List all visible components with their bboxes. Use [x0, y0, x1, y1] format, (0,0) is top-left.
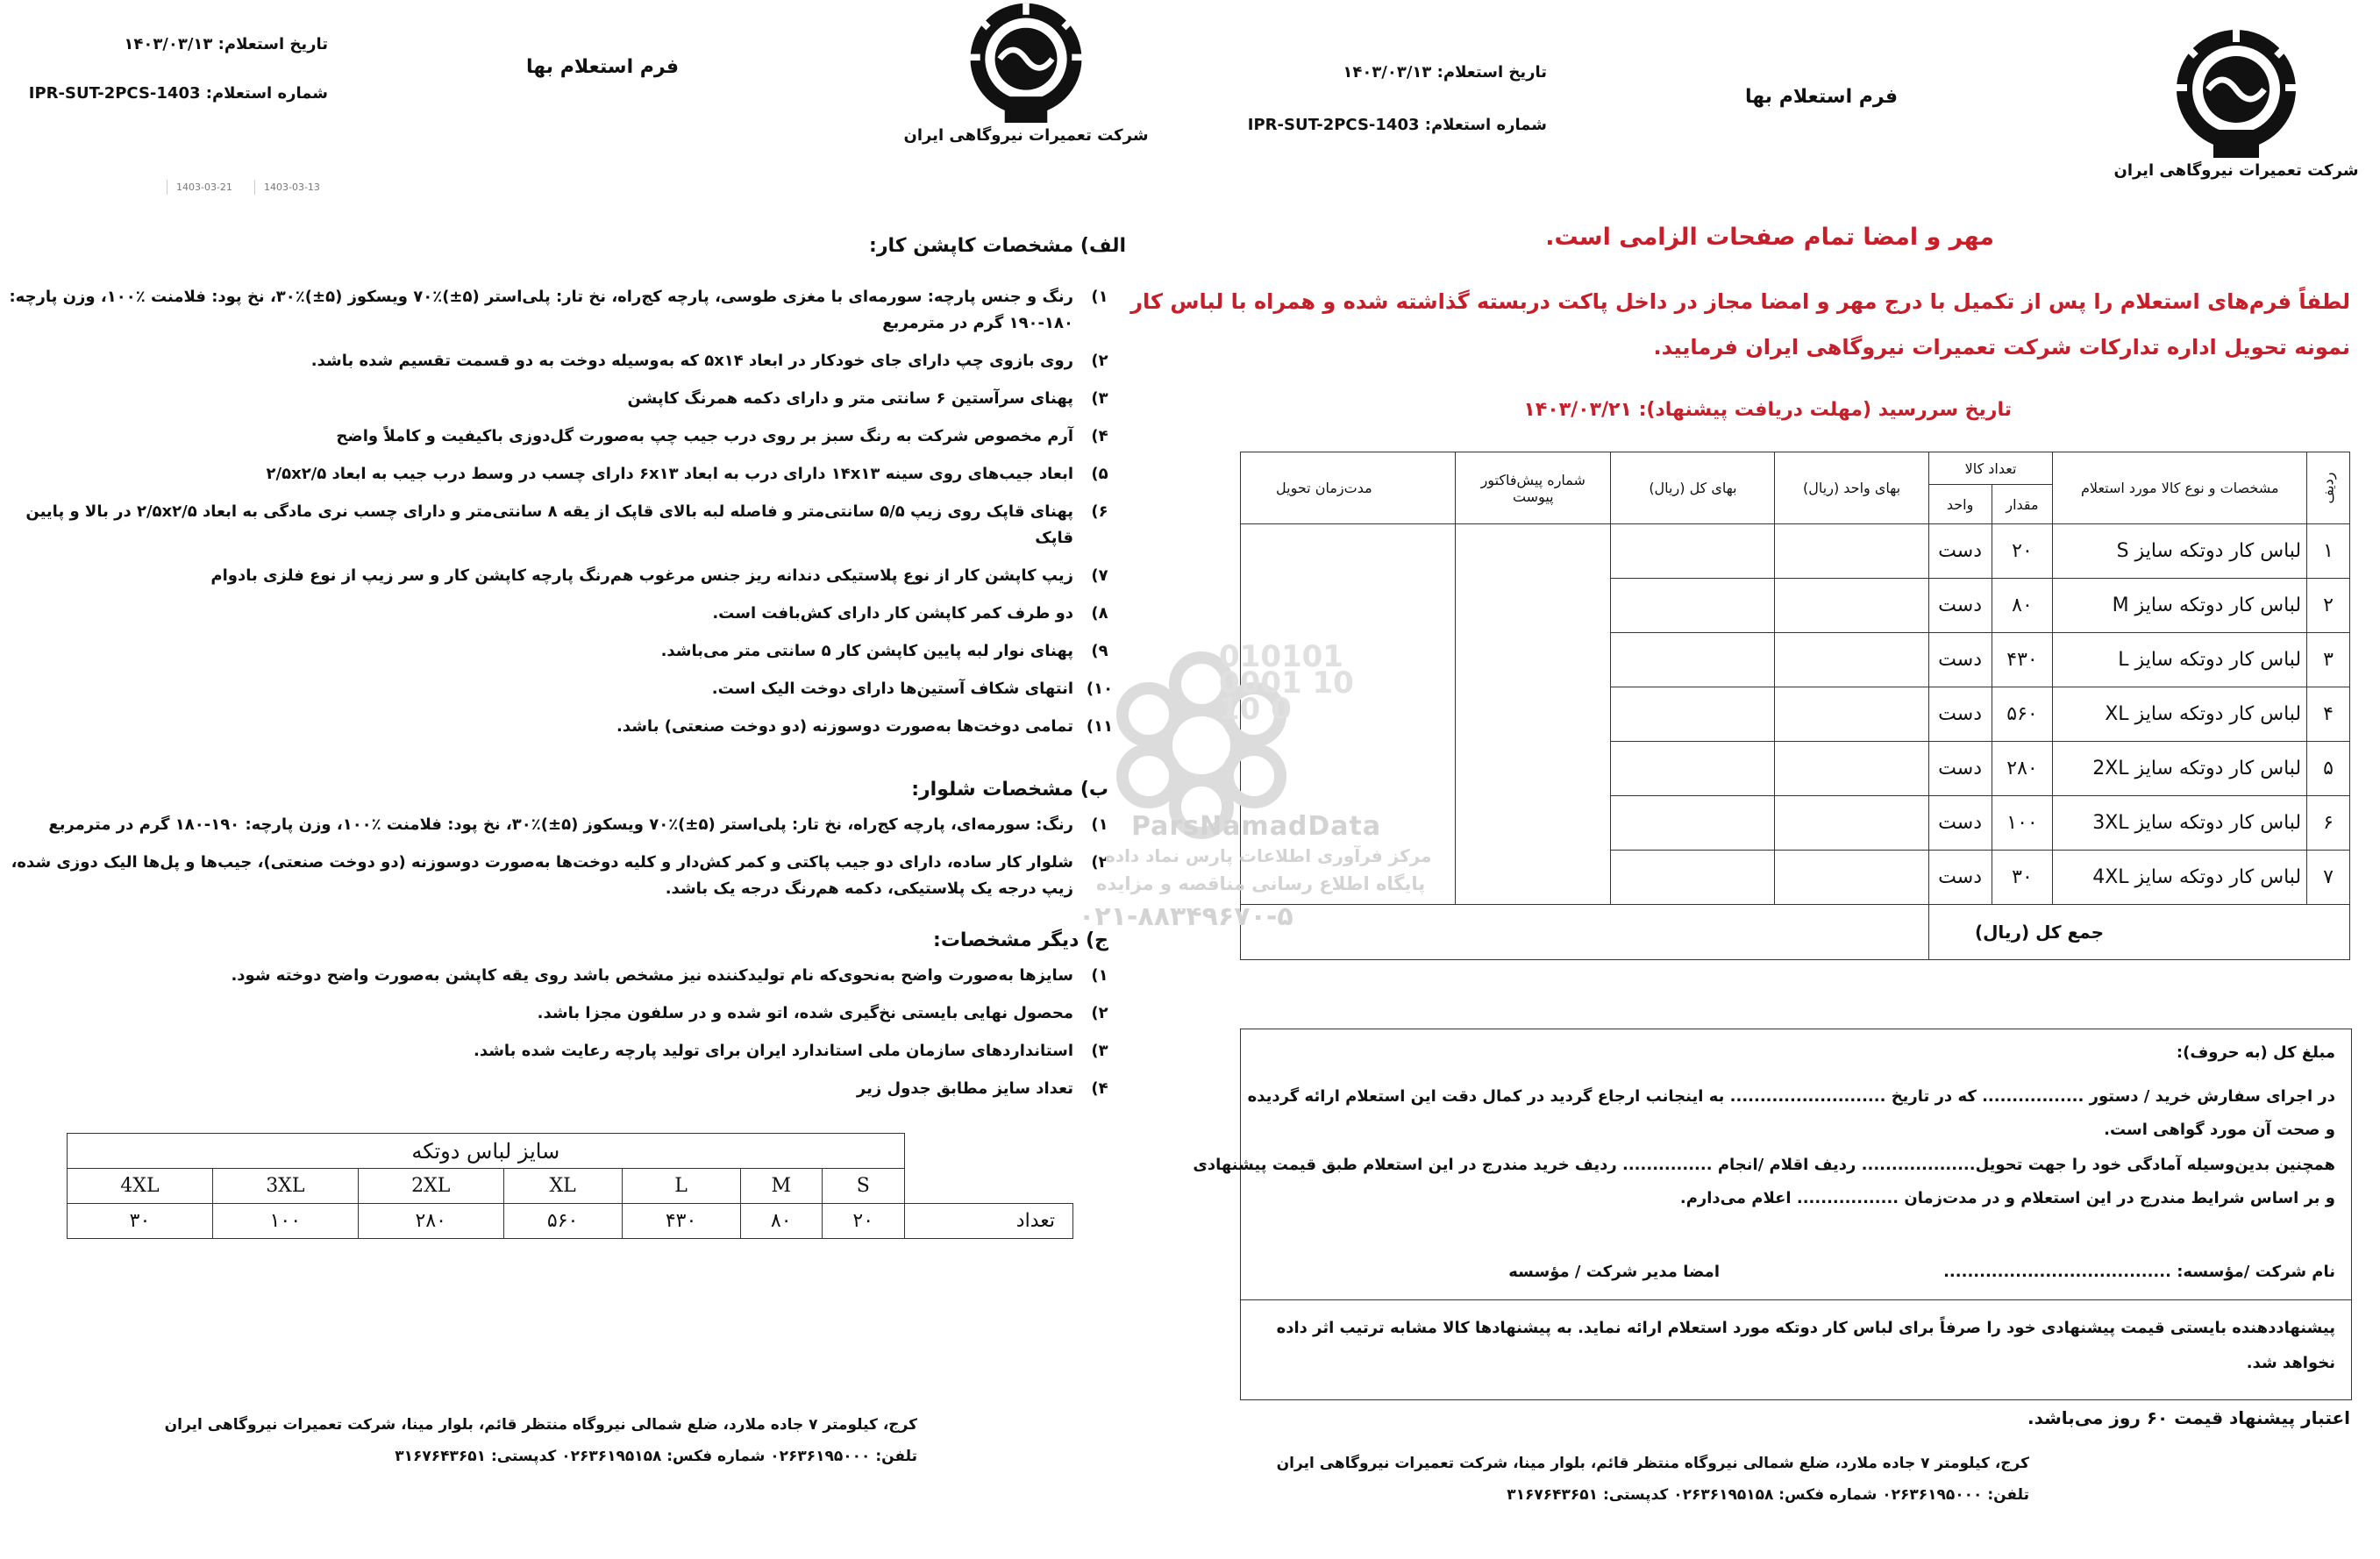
bidder-note-1: پیشنهاددهنده بایستی قیمت پیشنهادی خود را صرفاً برای لباس کار دوتکه مورد استعلام ارائه نماید. به پیشنهادها کالا مشابه ترتیب اثر داده: [1276, 1319, 2335, 1337]
item-description: لباس کار دوتکه سایز XL: [2053, 687, 2307, 742]
spec-item-text: سایزها به‌صورت واضح به‌نحوی‌که نام تولیدکننده نیز مشخص باشد روی یقه کاپشن به‌صورت واضح دوخته شود.: [231, 966, 1073, 985]
size-count: ۴۳۰: [622, 1204, 740, 1239]
inquiry-number: شماره استعلام: IPR-SUT-2PCS-1403: [28, 84, 328, 103]
spec-item-text: تمامی دوخت‌ها به‌صورت دوسوزنه (دو دوخت صنعتی) باشد.: [616, 717, 1073, 736]
submission-instruction-2: نمونه تحویل اداره تدارکات شرکت تعمیرات نیروگاهی ایران فرمایید.: [1653, 335, 2350, 359]
spec-item: [8, 601, 1117, 627]
unit-price-cell: [1775, 633, 1928, 687]
spec-item: [8, 812, 1117, 838]
declaration-p2: و صحت آن مورد گواهی است.: [2104, 1121, 2335, 1139]
size-table-title: سایز لباس دوتکه: [68, 1134, 905, 1169]
section-b-title: ب) مشخصات شلوار:: [911, 779, 1108, 801]
spec-item-text: پهنای نوار لبه پایین کاپشن کار ۵ سانتی متر می‌باشد.: [660, 642, 1073, 660]
header-total-price: بهای کل (ریال): [1611, 452, 1775, 524]
size-label: 4XL: [68, 1169, 213, 1204]
item-description: لباس کار دوتکه سایز 4XL: [2053, 851, 2307, 905]
spec-item: [8, 850, 1117, 902]
right-company-logo: [2105, 26, 2368, 180]
item-amount: ۸۰: [1992, 579, 2053, 633]
spec-item-number: ۳): [1091, 1042, 1108, 1060]
form-title: فرم استعلام بها: [1745, 86, 1898, 108]
spec-item-number: ۲): [1091, 1004, 1108, 1022]
unit-price-cell: [1775, 742, 1928, 796]
watermark-digits: 010101 0001 10 10 0: [1219, 639, 1354, 727]
watermark-phone: ۰۲۱-۸۸۳۴۹۶۷۰-۵: [1079, 901, 1293, 932]
declaration-p3: همچنین بدین‌وسیله آمادگی خود را جهت تحویل................... ردیف اقلام /انجام ............... ردیف خرید مندرج در این استعلام طبق قیمت پیشنهادی: [1193, 1156, 2335, 1174]
signature-required-notice: مهر و امضا تمام صفحات الزامی است.: [1545, 224, 1994, 251]
item-unit: دست: [1928, 851, 1992, 905]
spec-item-number: ۱): [1091, 288, 1108, 306]
spec-item: [8, 676, 1117, 702]
company-name: شرکت تعمیرات نیروگاهی ایران: [2113, 161, 2359, 180]
spec-item: [8, 284, 1117, 337]
header-description: مشخصات و نوع کالا مورد استعلام: [2053, 452, 2307, 524]
size-count: ۱۰۰: [212, 1204, 358, 1239]
offer-validity: اعتبار پیشنهاد قیمت ۶۰ روز می‌باشد.: [2027, 1407, 2350, 1428]
total-price-cell: [1611, 633, 1775, 687]
size-count: ۳۰: [68, 1204, 213, 1239]
size-count: ۵۶۰: [503, 1204, 622, 1239]
item-amount: ۱۰۰: [1992, 796, 2053, 851]
inquiry-number: شماره استعلام: IPR-SUT-2PCS-1403: [1247, 116, 1547, 134]
spec-item: [8, 499, 1117, 552]
spec-item-text: محصول نهایی بایستی نخ‌گیری شده، اتو شده و در سلفون مجزا باشد.: [537, 1004, 1073, 1022]
spec-item: [8, 1038, 1117, 1064]
spec-item: [8, 638, 1117, 665]
header-row-number: ردیف: [2307, 452, 2350, 524]
manager-signature-label: امضا مدیر شرکت / مؤسسه: [1508, 1263, 1720, 1281]
spec-item-text: استانداردهای سازمان ملی استاندارد ایران برای تولید پارچه رعایت شده باشد.: [473, 1042, 1073, 1060]
receive-stamp: 1403-03-21: [167, 180, 241, 195]
unit-price-cell: [1775, 851, 1928, 905]
spec-item-text: تعداد سایز مطابق جدول زیر: [856, 1079, 1073, 1098]
bidder-note-2: نخواهد شد.: [2246, 1354, 2335, 1372]
header-delivery-time: مدت‌زمان تحویل: [1241, 452, 1456, 524]
spec-item-number: ۲): [1091, 853, 1108, 872]
inquiry-date: تاریخ استعلام: ۱۴۰۳/۰۳/۱۳: [124, 35, 328, 53]
header-invoice-number: شماره پیش‌فاکتور پیوست: [1456, 452, 1611, 524]
spec-item-number: ۶): [1091, 502, 1108, 521]
inquiry-date: تاریخ استعلام: ۱۴۰۳/۰۳/۱۳: [1343, 63, 1547, 82]
item-unit: دست: [1928, 579, 1992, 633]
spec-item-number: ۴): [1091, 427, 1108, 445]
left-phones: تلفن: ۰۲۶۳۶۱۹۵۰۰۰ شماره فکس: ۰۲۶۳۶۱۹۵۱۵۸ کدپستی: ۳۱۶۷۶۴۳۶۵۱: [395, 1448, 917, 1465]
unit-price-cell: [1775, 524, 1928, 579]
row-number: ۶: [2307, 796, 2350, 851]
item-unit: دست: [1928, 796, 1992, 851]
section-c-title: ج) دیگر مشخصات:: [933, 929, 1108, 951]
count-row-label: تعداد: [904, 1204, 1073, 1239]
spec-item: [8, 714, 1117, 740]
item-amount: ۳۰: [1992, 851, 2053, 905]
total-price-cell: [1611, 796, 1775, 851]
spec-item-text: روی بازوی چپ دارای جای خودکار در ابعاد ۵x۱۴ که به‌وسیله دوخت به دو قسمت تقسیم شده باشد.: [310, 352, 1073, 370]
item-amount: ۲۸۰: [1992, 742, 2053, 796]
spec-item-text: رنگ و جنس پارچه: سورمه‌ای با مغزی طوسی، پارچه کج‌راه، نخ تار: پلی‌استر (۵±)٪۷۰ ویسکوز (۵±)٪۳۰، نخ پود: فلامنت ٪۱۰۰، وزن پارچه: ۱۸۰-۱۹۰ گرم در مترمربع: [9, 288, 1073, 332]
spec-item-number: ۱۱): [1086, 717, 1114, 736]
header-quantity-group: تعداد کالا: [1928, 452, 2053, 485]
row-number: ۳: [2307, 633, 2350, 687]
size-count: ۸۰: [740, 1204, 822, 1239]
deadline: تاریخ سررسید (مهلت دریافت پیشنهاد): ۱۴۰۳/۰۳/۲۱: [1523, 399, 2012, 421]
spec-item-number: ۱): [1091, 966, 1108, 985]
size-label: S: [822, 1169, 904, 1204]
declaration-p1: در اجرای سفارش خرید / دستور ................. که در تاریخ .......................... به اینجانب ارجاع گردید در کمال دقت این استعلام ارائه گردیده: [1247, 1087, 2335, 1106]
size-label: XL: [503, 1169, 622, 1204]
divider: [1241, 1299, 2351, 1300]
total-price-cell: [1611, 579, 1775, 633]
spec-item: [8, 424, 1117, 450]
spec-item-text: پهنای قاپک روی زیپ ۵/۵ سانتی‌متر و فاصله لبه بالای قاپک از یقه ۸ سانتی‌متر و دارای چسب نری مادگی به ابعاد ۲/۵x۲/۵ در بالا و پایین قاپک: [25, 502, 1073, 547]
right-phones: تلفن: ۰۲۶۳۶۱۹۵۰۰۰ شماره فکس: ۰۲۶۳۶۱۹۵۱۵۸ کدپستی: ۳۱۶۷۶۴۳۶۵۱: [1507, 1486, 2029, 1504]
header-amount: مقدار: [1992, 485, 2053, 524]
size-label: M: [740, 1169, 822, 1204]
spec-item: [8, 386, 1117, 412]
spec-item-number: ۱): [1091, 815, 1108, 834]
item-amount: ۲۰: [1992, 524, 2053, 579]
left-address: کرج، کیلومتر ۷ جاده ملارد، ضلع شمالی نیروگاه منتظر قائم، بلوار مینا، شرکت تعمیرات نیروگاهی ایران: [164, 1416, 917, 1434]
spec-item-text: پهنای سرآستین ۶ سانتی متر و دارای دکمه همرنگ کاپشن: [627, 389, 1073, 408]
spec-item-number: ۲): [1091, 352, 1108, 370]
spec-item-text: شلوار کار ساده، دارای دو جیب پاکتی و کمر کش‌دار و کلیه دوخت‌ها به‌صورت دوسوزنه (دو دوخت صنعتی)، جیب‌ها و پل‌ها الیک دوزی شده، زیپ درجه یک پلاستیکی، دکمه هم‌رنگ درجه یک باشد.: [11, 853, 1073, 898]
row-number: ۱: [2307, 524, 2350, 579]
watermark-flower-icon: [1105, 649, 1298, 842]
watermark-brand: ParsNamadData: [1131, 811, 1382, 842]
row-number: ۷: [2307, 851, 2350, 905]
total-price-cell: [1611, 524, 1775, 579]
spec-item-number: ۱۰): [1086, 680, 1114, 698]
spec-item-number: ۳): [1091, 389, 1108, 408]
spec-item-number: ۵): [1091, 465, 1108, 483]
item-unit: دست: [1928, 524, 1992, 579]
watermark-line-1: مرکز فرآوری اطلاعات پارس نماد داده: [1105, 845, 1432, 866]
declaration-box: [1193, 1029, 2352, 1400]
spec-item-text: زیپ کاپشن کار از نوع پلاستیکی دندانه ریز جنس مرغوب هم‌رنگ پارچه کاپشن کار و سر زیپ از نوع فلزی بادوام: [210, 566, 1073, 585]
form-title: فرم استعلام بها: [526, 56, 679, 78]
unit-price-cell: [1775, 796, 1928, 851]
company-emblem-icon: [960, 0, 1092, 123]
item-unit: دست: [1928, 742, 1992, 796]
spec-item: [8, 348, 1117, 374]
size-count: ۲۸۰: [358, 1204, 503, 1239]
amount-in-words: مبلغ کل (به حروف):: [2176, 1043, 2335, 1062]
spec-item: [8, 963, 1117, 989]
spec-item-text: آرم مخصوص شرکت به رنگ سبز بر روی درب جیب چپ به‌صورت گل‌دوزی باکیفیت و کاملاً واضح: [336, 427, 1073, 445]
unit-price-cell: [1775, 579, 1928, 633]
size-label: 3XL: [212, 1169, 358, 1204]
grand-total-label: جمع کل (ریال): [1928, 905, 2349, 960]
company-emblem-icon: [2166, 26, 2306, 158]
size-count: ۲۰: [822, 1204, 904, 1239]
right-address: کرج، کیلومتر ۷ جاده ملارد، ضلع شمالی نیروگاه منتظر قائم، بلوار مینا، شرکت تعمیرات نیروگاهی ایران: [1276, 1455, 2029, 1472]
item-unit: دست: [1928, 633, 1992, 687]
spec-item-number: ۹): [1091, 642, 1108, 660]
spec-item: [8, 563, 1117, 589]
table-row: [1241, 524, 2350, 579]
row-number: ۴: [2307, 687, 2350, 742]
left-company-logo: [894, 0, 1158, 145]
item-unit: دست: [1928, 687, 1992, 742]
spec-item-number: ۴): [1091, 1079, 1108, 1098]
company-name-field: نام شرکت /مؤسسه: ......................................: [1943, 1263, 2335, 1281]
parsnamad-watermark: [1000, 631, 1432, 965]
header-unit-price: بهای واحد (ریال): [1775, 452, 1928, 524]
spec-item-text: انتهای شکاف آستین‌ها دارای دوخت الیک است.: [711, 680, 1073, 698]
size-table: [67, 1133, 1073, 1239]
watermark-line-2: پایگاه اطلاع رسانی مناقصه و مزایده: [1096, 873, 1426, 894]
spec-item-text: دو طرف کمر کاپشن کار دارای کش‌بافت است.: [712, 604, 1073, 623]
item-amount: ۵۶۰: [1992, 687, 2053, 742]
declaration-p4: و بر اساس شرایط مندرج در این استعلام و در مدت‌زمان ................. اعلام می‌دارم.: [1679, 1189, 2335, 1207]
item-description: لباس کار دوتکه سایز 2XL: [2053, 742, 2307, 796]
item-description: لباس کار دوتکه سایز 3XL: [2053, 796, 2307, 851]
size-label: L: [622, 1169, 740, 1204]
total-price-cell: [1611, 742, 1775, 796]
company-name: شرکت تعمیرات نیروگاهی ایران: [903, 126, 1149, 145]
row-number: ۲: [2307, 579, 2350, 633]
row-number: ۵: [2307, 742, 2350, 796]
spec-item: [8, 461, 1117, 488]
submission-instruction-1: لطفاً فرم‌های استعلام را پس از تکمیل با درج مهر و امضا مجاز در داخل پاکت دربسته گذاشته شده و همراه با لباس کار: [1130, 289, 2350, 314]
total-price-cell: [1611, 687, 1775, 742]
size-label: 2XL: [358, 1169, 503, 1204]
total-price-cell: [1611, 851, 1775, 905]
item-description: لباس کار دوتکه سایز L: [2053, 633, 2307, 687]
section-a-title: الف) مشخصات کاپشن کار:: [869, 235, 1126, 257]
header-unit: واحد: [1928, 485, 1992, 524]
unit-price-cell: [1775, 687, 1928, 742]
item-description: لباس کار دوتکه سایز S: [2053, 524, 2307, 579]
inquiry-table: [1240, 452, 2350, 960]
spec-item-text: رنگ: سورمه‌ای، پارچه کج‌راه، نخ تار: پلی‌استر (۵±)٪۷۰ ویسکوز (۵±)٪۳۰، نخ پود: فلامنت ٪۱۰۰، وزن پارچه: ۱۹۰-۱۸۰ گرم در مترمربع: [48, 815, 1073, 834]
item-amount: ۴۳۰: [1992, 633, 2053, 687]
spec-item-number: ۷): [1091, 566, 1108, 585]
item-description: لباس کار دوتکه سایز M: [2053, 579, 2307, 633]
spec-item-text: ابعاد جیب‌های روی سینه ۱۴x۱۳ دارای درب به ابعاد ۶x۱۳ دارای چسب در وسط درب جیب به ابعاد ۲/۵x۲/۵: [266, 465, 1073, 483]
receive-stamp: 1403-03-13: [254, 180, 329, 195]
spec-item: [8, 1076, 1117, 1102]
spec-item: [8, 1000, 1117, 1027]
invoice-number-cell: [1456, 524, 1611, 905]
spec-item-number: ۸): [1091, 604, 1108, 623]
